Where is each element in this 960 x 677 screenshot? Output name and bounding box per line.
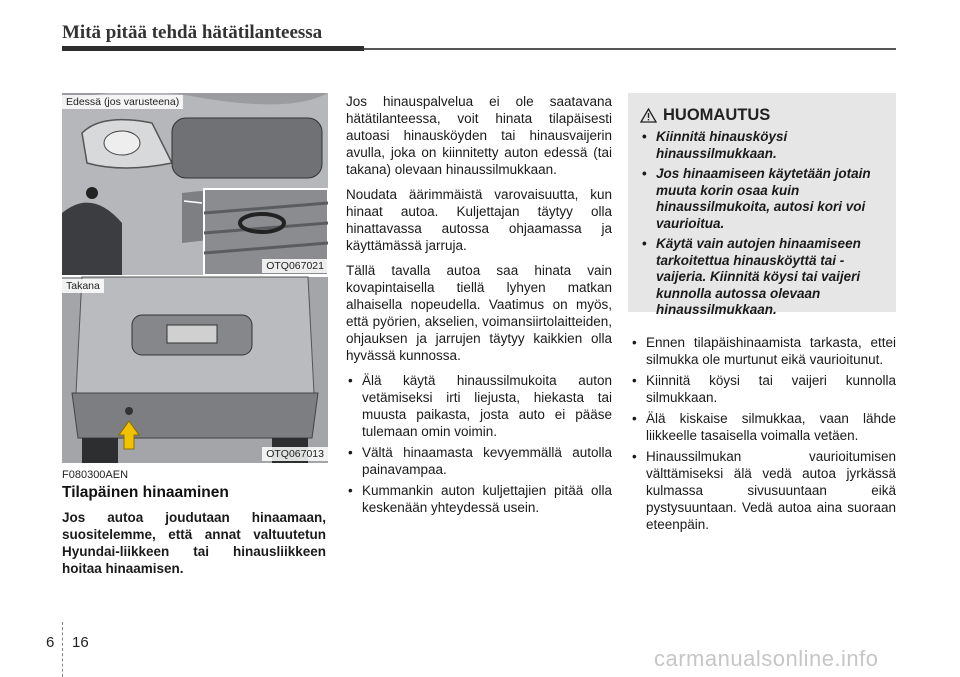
- list-item: • Hinaussilmukan vaurioitumisen välttämiseksi älä vedä autoa jyrkässä kulmassa sivusuuntaan eikä pystysuuntaan. Vedä autoa aina suoraan eteenpäin.: [630, 448, 896, 533]
- section-code: F080300AEN: [62, 469, 129, 481]
- list-item: • Ennen tilapäishinaamista tarkasta, ettei silmukka ole murtunut eikä vaurioitunut.: [630, 334, 896, 368]
- list-item: • Älä käytä hinaussilmukoita auton vetämiseksi irti liejusta, hiekasta tai muusta paikasta, josta auto ei pääse tulemaan omin voimin.: [346, 372, 612, 440]
- list-item: • Kummankin auton kuljettajien pitää olla keskenään yhteydessä usein.: [346, 482, 612, 516]
- figure-code-rear: OTQ067013: [262, 447, 328, 461]
- caution-box: [628, 93, 896, 317]
- middle-column: [346, 93, 612, 520]
- list-item: • Älä kiskaise silmukkaa, vaan lähde liikkeelle tasaisella voimalla vetäen.: [630, 410, 896, 444]
- page-number-divider: [62, 622, 63, 677]
- page-number: 16: [72, 634, 89, 651]
- middle-bullet-list: [346, 372, 612, 516]
- paragraph-2: Noudata äärimmäistä varovaisuutta, kun hinaat autoa. Kuljettajan täytyy olla hinattavassa autossa ohjaamassa ja käyttämässä jarruja.: [346, 187, 612, 253]
- right-column: [630, 334, 896, 537]
- caution-item: • Käytä vain autojen hinaamiseen tarkoitettua hinausköyttä tai -vaijeria. Kiinnitä köysi tai vaijeri kunnolla autossa olevaan hinaussilmukkaan.: [640, 236, 886, 319]
- page-header-title: Mitä pitää tehdä hätätilanteessa: [62, 22, 323, 43]
- figure-caption-rear: Takana: [62, 279, 104, 293]
- caution-list: [640, 129, 886, 323]
- watermark: carmanualsonline.info: [654, 646, 879, 671]
- section-intro: Jos autoa joudutaan hinaamaan, suositelemme, että annat valtuutetun Hyundai-liikkeen tai hinausliikkeen hoitaa hinaamisen.: [62, 510, 326, 576]
- paragraph-1: Jos hinauspalvelua ei ole saatavana hätätilanteessa, voit hinata tilapäisesti autoasi hinausköyden tai hinausvaijerin avulla, joka on kiinnitetty auton edessä (tai takana) olevaan hinaussilmukkaan.: [346, 94, 612, 177]
- towing-hook-figure: [62, 93, 328, 463]
- caution-item: • Jos hinaamiseen käytetään jotain muuta korin osaa kuin hinaussilmukoita, autosi kori voi vaurioitua.: [640, 166, 886, 232]
- paragraph-3: Tällä tavalla autoa saa hinata vain kovapintaisella tiellä lyhyen matkan alhaisella nopeudella. Vaatimus on myös, että pyörien, akselien, voimansiirtolaitteiden, ohjauksen ja jarrujen täytyy kaikkien olla hyvässä kunnossa.: [346, 263, 612, 363]
- chapter-number: 6: [46, 634, 55, 651]
- figure-caption-front: Edessä (jos varusteena): [62, 95, 183, 109]
- caution-title: HUOMAUTUS: [663, 106, 771, 124]
- header-rule: [364, 48, 896, 50]
- right-bullet-list: [630, 334, 896, 533]
- warning-triangle-icon: [640, 108, 657, 123]
- figure-code-front: OTQ067021: [262, 259, 328, 273]
- list-item: • Vältä hinaamasta kevyemmällä autolla painavampaa.: [346, 444, 612, 478]
- car-illustration: [62, 93, 328, 463]
- list-item: • Kiinnitä köysi tai vaijeri kunnolla silmukkaan.: [630, 372, 896, 406]
- section-title: Tilapäinen hinaaminen: [62, 484, 229, 501]
- caution-item: • Kiinnitä hinausköysi hinaussilmukkaan.: [640, 129, 886, 162]
- header-bar: [62, 46, 364, 51]
